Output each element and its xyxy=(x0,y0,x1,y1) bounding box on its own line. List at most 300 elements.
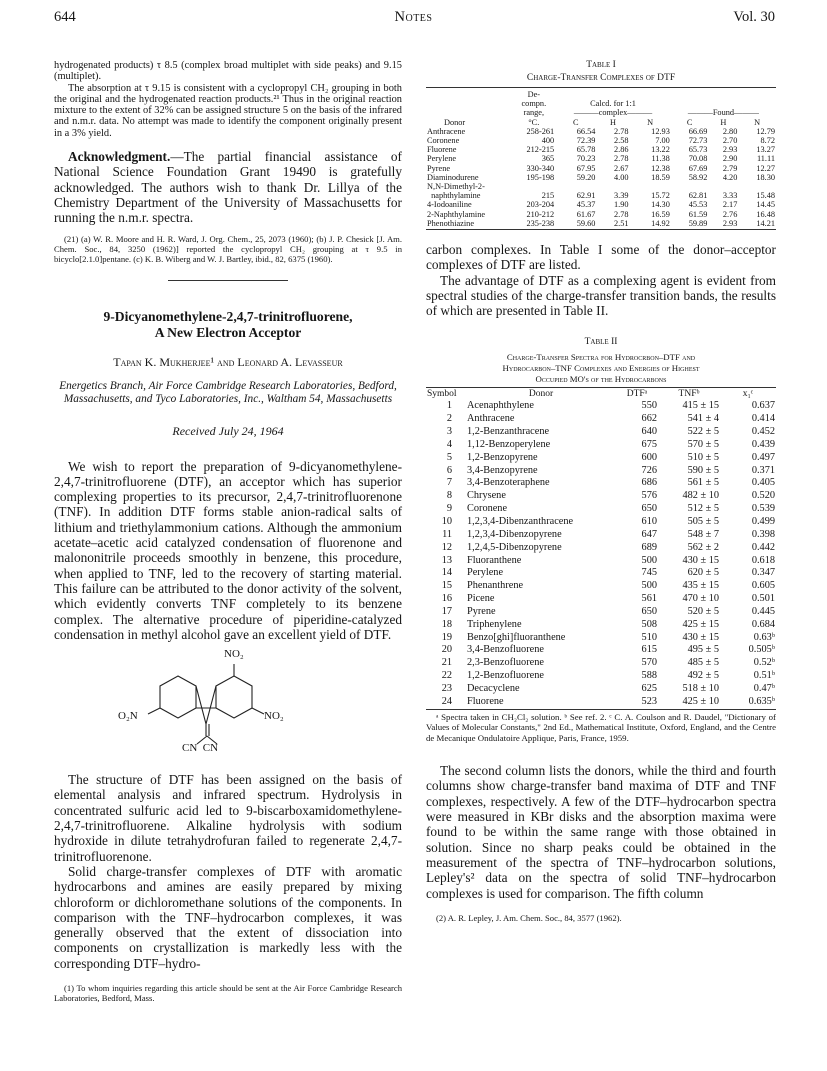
x1-cell: 0.63ᵇ xyxy=(753,631,775,643)
donor-cell: 1,2,3,4-Dibenzopyrene xyxy=(467,528,562,540)
tnf-cell: 561 ± 5 xyxy=(687,477,719,489)
x1-cell: 0.520 xyxy=(751,490,775,502)
tnf-cell: 512 ± 5 xyxy=(687,503,719,515)
dtf-cell: 500 xyxy=(641,554,657,566)
value-cell: 12.93 xyxy=(651,126,670,136)
tnf-cell: 520 ± 5 xyxy=(687,605,719,617)
value-cell xyxy=(708,182,738,191)
paragraph: carbon complexes. In Table I some of the donor–acceptor complexes of DTF are listed. xyxy=(426,242,776,273)
value-cell: 12.27 xyxy=(756,163,775,173)
donor-cell: 4-Iodoaniline xyxy=(427,200,472,210)
table-row xyxy=(426,542,776,555)
donor-cell: naphthylamine xyxy=(427,191,481,201)
symbol-cell: 13 xyxy=(441,554,452,566)
table1-body xyxy=(426,127,776,228)
article-divider xyxy=(168,280,288,281)
symbol-cell: 14 xyxy=(441,567,452,579)
dtf-cell: 745 xyxy=(641,567,657,579)
table-row xyxy=(426,593,776,606)
table1-header-range: range, xyxy=(523,108,545,118)
volume-label: Vol. 30 xyxy=(733,9,775,25)
dtf-cell: 686 xyxy=(641,477,657,489)
structure-diagram xyxy=(54,648,402,758)
dtf-cell: 640 xyxy=(641,426,657,438)
table2-caption: Hydrocarbon–TNF Complexes and Energies of Highest xyxy=(502,362,700,373)
tnf-cell: 562 ± 2 xyxy=(687,541,719,553)
table1-header-col: N xyxy=(647,117,654,127)
article-subtitle: A New Electron Acceptor xyxy=(154,324,302,340)
donor-cell: Anthracene xyxy=(467,413,515,425)
received-date: Received July 24, 1964 xyxy=(172,423,284,438)
table-row xyxy=(426,145,776,154)
value-cell: 2.70 xyxy=(722,136,738,146)
value-cell: 2.93 xyxy=(722,218,738,228)
page-number: 644 xyxy=(54,9,76,25)
dtf-cell: 650 xyxy=(641,605,657,617)
donor-cell: Fluorene xyxy=(427,145,457,155)
value-cell: 2.58 xyxy=(613,136,629,146)
value-cell: 2.79 xyxy=(722,163,738,173)
value-cell: 62.81 xyxy=(688,191,708,201)
value-cell: 58.92 xyxy=(688,172,708,182)
table1-header-donor: Donor xyxy=(444,117,466,127)
x1-cell: 0.445 xyxy=(751,605,775,617)
dtf-cell: 523 xyxy=(641,695,657,707)
donor-cell: Pyrene xyxy=(467,605,496,617)
symbol-cell: 9 xyxy=(446,503,452,515)
donor-cell: 3,4-Benzoteraphene xyxy=(467,477,550,489)
table-row xyxy=(426,173,776,182)
tnf-cell: 430 ± 15 xyxy=(682,554,719,566)
footnote: (2) A. R. Lepley, J. Am. Chem. Soc., 84, 3577 (1962). xyxy=(436,912,622,923)
table1 xyxy=(426,90,776,228)
x1-cell: 0.618 xyxy=(751,554,775,566)
value-cell: 2.17 xyxy=(722,200,738,210)
table2-caption: Charge-Transfer Spectra for Hydrocrbon–DTF and xyxy=(506,351,696,362)
value-cell: 2.67 xyxy=(613,163,629,173)
table1-header-col: N xyxy=(754,117,761,127)
table-row xyxy=(426,465,776,478)
nitro-bond xyxy=(252,708,264,714)
value-cell: 13.22 xyxy=(651,145,670,155)
x1-cell: 0.499 xyxy=(751,515,775,527)
value-cell: 16.59 xyxy=(651,209,670,219)
table1-header-col: H xyxy=(609,117,616,127)
value-cell: 70.08 xyxy=(688,154,708,164)
value-cell: 203-204 xyxy=(526,200,555,210)
table2-header: Symbol xyxy=(427,388,457,399)
value-cell: 14.30 xyxy=(651,200,670,210)
dtf-cell: 550 xyxy=(641,400,657,412)
table-row xyxy=(426,670,776,683)
value-cell: 11.11 xyxy=(756,154,775,164)
table-rule xyxy=(426,87,776,88)
table-row xyxy=(426,426,776,439)
dtf-cell: 625 xyxy=(641,682,657,694)
value-cell: 11.38 xyxy=(651,154,670,164)
tnf-cell: 435 ± 15 xyxy=(682,580,719,592)
donor-cell: Benzo[ghi]fluoranthene xyxy=(467,631,566,643)
paragraph: We wish to report the preparation of 9-dicyanomethylene-2,4,7-trinitrofluorene (DTF), an acceptor which has superior complexing properties to its precursor, 2,4,7-trinitrofluorenone (TNF). In addition DTF forms stable anion-radical salts of lithium and triethylammonium cations. Although the ammonium acetate–acetic acid catalyzed condensation of fluorenone and malononitrile proceeds smoothly in benzene, this procedure, when applied to TNF, led to the recovery of starting material. This failure can be attributed to the donor activity of the solvent, which evidently converts TNF completely to its benzene complex. The alternative procedure of piperidine-catalyzed condensation in methyl alcohol gave an excellent yield of DTF. xyxy=(54,458,402,642)
donor-cell: 1,12-Benzoperylene xyxy=(467,438,551,450)
table1-header-found: ———Found——— xyxy=(687,108,759,118)
nitro-label: NO₂ xyxy=(224,648,244,661)
table-row xyxy=(426,400,776,413)
table-row xyxy=(426,580,776,593)
value-cell xyxy=(596,182,629,191)
x1-cell: 0.398 xyxy=(751,528,775,540)
x1-cell: 0.635ᵇ xyxy=(748,695,775,707)
table-row xyxy=(426,182,776,191)
symbol-cell: 6 xyxy=(446,464,452,476)
table-row xyxy=(426,644,776,657)
table1-header-complex: ———complex——— xyxy=(573,108,653,118)
donor-cell: Perylene xyxy=(427,154,457,164)
symbol-cell: 18 xyxy=(441,618,452,630)
paragraph: The structure of DTF has been assigned on the basis of elemental analysis and infrared spectrum. Hydrolysis in concentrated sulfuric acid led to 9-biscarboxamidomethylene-2,4,7-trinitrofluorene. Alkaline hydrolysis with sodium hydroxide in dilute tetrahydrofuran failed to regenerate 2,4,7-trinitrofluorenone. xyxy=(54,772,402,864)
donor-cell: 3,4-Benzofluorene xyxy=(467,644,544,656)
table1-label: Table I xyxy=(586,60,616,70)
value-cell: 2.78 xyxy=(613,209,629,219)
value-cell: 13.27 xyxy=(756,145,775,155)
x1-cell: 0.405 xyxy=(751,477,775,489)
value-cell: 1.90 xyxy=(613,200,629,210)
value-cell: 2.80 xyxy=(722,126,738,136)
donor-cell: 1,2,4,5-Dibenzopyrene xyxy=(467,541,562,553)
cyano-label: CN CN xyxy=(182,742,219,755)
donor-cell: Chrysene xyxy=(467,490,506,502)
dtf-cell: 726 xyxy=(641,464,657,476)
dtf-cell: 647 xyxy=(641,528,657,540)
tnf-cell: 505 ± 5 xyxy=(687,515,719,527)
dtf-cell: 600 xyxy=(641,451,657,463)
table-row xyxy=(426,200,776,209)
donor-cell: Decacyclene xyxy=(467,682,520,694)
symbol-cell: 17 xyxy=(441,605,452,617)
value-cell: 65.78 xyxy=(576,145,596,155)
table-row xyxy=(426,413,776,426)
value-cell: 16.48 xyxy=(756,209,775,219)
footnote: (1) To whom inquiries regarding this article should be sent at the Air Force Cambridge Research Laboratories, Bedford, Mass. xyxy=(54,982,402,1003)
authors: Tapan K. Mukherjee¹ and Leonard A. Levasseur xyxy=(113,354,343,369)
donor-cell: Phenothiazine xyxy=(427,218,475,228)
donor-cell: 1,2-Benzofluorene xyxy=(467,670,544,682)
tnf-cell: 415 ± 15 xyxy=(682,400,719,412)
value-cell: 72.73 xyxy=(688,136,708,146)
value-cell: 8.72 xyxy=(760,136,775,146)
x1-cell: 0.497 xyxy=(751,451,775,463)
table-row xyxy=(426,632,776,645)
value-cell: 2.51 xyxy=(613,218,629,228)
table1-caption: Charge-Transfer Complexes of DTF xyxy=(526,73,676,83)
symbol-cell: 10 xyxy=(441,515,452,527)
dtf-cell: 610 xyxy=(641,515,657,527)
donor-cell: 1,2-Benzopyrene xyxy=(467,451,538,463)
table-row xyxy=(426,619,776,632)
tnf-cell: 548 ± 7 xyxy=(687,528,719,540)
dtf-cell: 561 xyxy=(641,593,657,605)
symbol-cell: 22 xyxy=(441,670,452,682)
table-row xyxy=(426,529,776,542)
value-cell: 65.73 xyxy=(688,145,708,155)
x1-cell: 0.442 xyxy=(751,541,775,553)
paragraph: Solid charge-transfer complexes of DTF with aromatic hydrocarbons and amines are easily prepared by mixing chloroform or dichloromethane solutions of the components. In comparison with the TNF–hydrocarbon complexes, it was generally observed that the extent of dissociation into components on crystallization is markedly less with the corresponding DTF–hydro- xyxy=(54,863,402,971)
symbol-cell: 23 xyxy=(441,682,452,694)
donor-cell: 3,4-Benzopyrene xyxy=(467,464,538,476)
value-cell: 3.33 xyxy=(722,191,738,201)
table2 xyxy=(426,388,776,709)
value-cell: 61.59 xyxy=(688,209,708,219)
value-cell xyxy=(512,182,555,191)
table-row xyxy=(426,696,776,709)
table2-body xyxy=(426,400,776,708)
table-rule xyxy=(426,229,776,230)
table-row xyxy=(426,136,776,145)
right-column xyxy=(426,60,776,923)
table-row xyxy=(426,219,776,228)
table-row xyxy=(426,683,776,696)
tnf-cell: 425 ± 10 xyxy=(682,695,719,707)
table-row xyxy=(426,503,776,516)
value-cell: 2.86 xyxy=(613,145,629,155)
table-rule xyxy=(426,709,776,710)
value-cell: 45.53 xyxy=(688,200,708,210)
value-cell: 72.39 xyxy=(576,136,596,146)
value-cell: 330-340 xyxy=(526,163,555,173)
symbol-cell: 2 xyxy=(446,413,452,425)
value-cell: 400 xyxy=(541,136,555,146)
x1-cell: 0.605 xyxy=(751,580,775,592)
tnf-cell: 518 ± 10 xyxy=(682,682,719,694)
acknowledgment-text: —The partial financial assistance of National Science Foundation Grant 19490 is gratefully acknowledged. The authors wish to thank Dr. Lillya of the Chemistry Department of the University of Massachusetts for running the n.m.r. spectra. xyxy=(54,149,402,226)
left-column xyxy=(54,60,402,1003)
symbol-cell: 15 xyxy=(441,580,452,592)
table1-header-col: H xyxy=(720,117,727,127)
ring-bond xyxy=(206,686,216,724)
x1-cell: 0.637 xyxy=(751,400,775,412)
dtf-cell: 508 xyxy=(641,618,657,630)
x1-cell: 0.371 xyxy=(751,464,775,476)
value-cell: 2.78 xyxy=(613,154,629,164)
paragraph: The second column lists the donors, while the third and fourth columns show charge-transfer band maxima of DTF and TNF complexes, respectively. A few of the DTF–hydrocarbon spectra were measured in KBr disks and the absorption maxima were found to be within the same range with those obtained in solution. Since no sharp peaks could be obtained in the measurement of the spectra of TNF–hydrocarbon solutions, Lepley's² data on the spectra of solid TNF–hydrocarbon complexes is used for comparison. The fifth column xyxy=(426,763,776,901)
tnf-cell: 541 ± 4 xyxy=(687,413,719,425)
table-row xyxy=(426,477,776,490)
symbol-cell: 4 xyxy=(446,438,452,450)
value-cell: 67.95 xyxy=(576,163,596,173)
value-cell: 2.78 xyxy=(613,126,629,136)
table-row xyxy=(426,439,776,452)
value-cell: 70.23 xyxy=(576,154,596,164)
symbol-cell: 3 xyxy=(446,426,452,438)
symbol-cell: 7 xyxy=(446,477,452,489)
x1-cell: 0.452 xyxy=(751,426,775,438)
value-cell: 45.37 xyxy=(576,200,596,210)
dtf-cell: 675 xyxy=(641,438,657,450)
value-cell: 15.72 xyxy=(651,191,670,201)
table-row xyxy=(426,452,776,465)
value-cell: 235-238 xyxy=(526,218,555,228)
dtf-cell: 588 xyxy=(641,670,657,682)
symbol-cell: 16 xyxy=(441,593,452,605)
symbol-cell: 1 xyxy=(446,400,452,412)
value-cell: 3.39 xyxy=(613,191,629,201)
tnf-cell: 485 ± 5 xyxy=(687,657,719,669)
table2-label: Table II xyxy=(584,336,618,347)
value-cell: 4.00 xyxy=(613,172,629,182)
value-cell: 59.60 xyxy=(576,218,596,228)
value-cell xyxy=(630,182,671,191)
value-cell: 2.93 xyxy=(722,145,738,155)
nitro-label: NO₂ xyxy=(264,710,284,723)
tnf-cell: 495 ± 5 xyxy=(687,644,719,656)
value-cell: 18.59 xyxy=(651,172,670,182)
dtf-cell: 570 xyxy=(641,657,657,669)
value-cell: 15.48 xyxy=(756,191,775,201)
value-cell: 59.20 xyxy=(576,172,596,182)
value-cell: 59.89 xyxy=(688,218,708,228)
dtf-cell: 650 xyxy=(641,503,657,515)
tnf-cell: 510 ± 5 xyxy=(687,451,719,463)
x1-cell: 0.414 xyxy=(751,413,775,425)
donor-cell: N,N-Dimethyl-2- xyxy=(427,182,485,192)
value-cell: 12.79 xyxy=(756,126,775,136)
paragraph: The absorption at τ 9.15 is consistent with a cyclopropyl CH₂ grouping in both the original and the hydrogenated reaction products.²¹ Thus in the original reaction mixture to the extent of 32% can be assigned structure 5 on the basis of the infrared and n.m.r. data. No attempt was made to identify the component originally present in a 3% yield. xyxy=(54,82,402,139)
value-cell: 14.92 xyxy=(651,218,670,228)
table2-header: Donor xyxy=(528,388,554,399)
value-cell: 365 xyxy=(541,154,555,164)
value-cell: 18.30 xyxy=(756,172,775,182)
table1-header-range: De- xyxy=(527,90,541,99)
donor-cell: Fluorene xyxy=(467,695,504,707)
table1-header-col: C xyxy=(686,117,693,127)
value-cell: 61.67 xyxy=(576,209,596,219)
donor-cell: Pyrene xyxy=(427,163,451,173)
table2-caption: Occupied MO's of the Hydrocarbons xyxy=(535,373,667,384)
tnf-cell: 620 ± 5 xyxy=(687,567,719,579)
x1-cell: 0.501 xyxy=(751,593,775,605)
symbol-cell: 11 xyxy=(442,528,452,540)
value-cell xyxy=(738,182,776,191)
value-cell: 66.54 xyxy=(576,126,596,136)
donor-cell: 1,2-Benzanthracene xyxy=(467,426,550,438)
donor-cell: Acenaphthylene xyxy=(467,400,534,412)
symbol-cell: 20 xyxy=(441,644,452,656)
paragraph: The advantage of DTF as a complexing agent is evident from spectral studies of the charge-transfer transition bands, the results of which are presented in Table II. xyxy=(426,272,776,319)
dtf-cell: 576 xyxy=(641,490,657,502)
table-row xyxy=(426,164,776,173)
value-cell: 258-261 xyxy=(526,126,555,136)
donor-cell: Coronene xyxy=(467,503,508,515)
value-cell xyxy=(555,182,596,191)
table2-footnote: ᵃ Spectra taken in CH₂Cl₂ solution. ᵇ See ref. 2. ᶜ C. A. Coulson and R. Daudel, "Dictionary of Values of Molecular Constants," 2nd Ed., Mathematical Institute, Oxford, England, and the Centre de Mecanique Ondulatoire Applique, Paris, France, 1959. xyxy=(426,711,776,743)
dtf-structure xyxy=(54,648,402,758)
table-row xyxy=(426,657,776,670)
x1-cell: 0.439 xyxy=(751,438,775,450)
donor-cell: 2-Naphthylamine xyxy=(427,209,486,219)
symbol-cell: 21 xyxy=(441,657,452,669)
table-row xyxy=(426,191,776,200)
table-row xyxy=(426,154,776,163)
dtf-cell: 510 xyxy=(641,631,657,643)
table2-header: TNFᵇ xyxy=(678,388,700,399)
symbol-cell: 12 xyxy=(441,541,452,553)
table-row xyxy=(426,606,776,619)
table1-header-calcd: Calcd. for 1:1 xyxy=(590,99,636,109)
x1-cell: 0.684 xyxy=(751,618,775,630)
dtf-cell: 500 xyxy=(641,580,657,592)
x1-cell: 0.52ᵇ xyxy=(753,657,775,669)
donor-cell: Fluoranthene xyxy=(467,554,522,566)
tnf-cell: 590 ± 5 xyxy=(687,464,719,476)
value-cell: 14.21 xyxy=(756,218,775,228)
running-header: Notes xyxy=(394,9,433,25)
value-cell: 67.69 xyxy=(688,163,708,173)
donor-cell: Coronene xyxy=(427,136,460,146)
value-cell: 12.38 xyxy=(651,163,670,173)
donor-cell: 2,3-Benzofluorene xyxy=(467,657,544,669)
tnf-cell: 492 ± 5 xyxy=(687,670,719,682)
acknowledgment-heading: Acknowledgment. xyxy=(68,149,171,165)
donor-cell: Anthracene xyxy=(427,126,466,136)
footnote: (21) (a) W. R. Moore and H. R. Ward, J. Org. Chem., 25, 2073 (1960); (b) J. P. Chesick [J. Am. Chem. Soc., 84, 3250 (1962)] reported the cyclopropyl CH₂ grouping at τ 9.5 in bicyclo[2.1.0]pentane. (c) K. B. Wiberg and W. J. Bartley, ibid., 82, 6375 (1960). xyxy=(54,233,402,264)
value-cell: 215 xyxy=(541,191,555,201)
article-title: 9-Dicyanomethylene-2,4,7-trinitrofluorene, xyxy=(103,308,353,324)
value-cell: 2.90 xyxy=(722,154,738,164)
tnf-cell: 522 ± 5 xyxy=(687,426,719,438)
value-cell: 62.91 xyxy=(576,191,596,201)
donor-cell: Diaminodurene xyxy=(427,172,479,182)
tnf-cell: 482 ± 10 xyxy=(682,490,719,502)
value-cell: 195-198 xyxy=(526,172,555,182)
symbol-cell: 8 xyxy=(446,490,452,502)
value-cell: 212-215 xyxy=(526,145,555,155)
nitro-label: O₂N xyxy=(118,710,138,723)
x1-cell: 0.47ᵇ xyxy=(753,682,775,694)
symbol-cell: 24 xyxy=(441,695,452,707)
table-row xyxy=(426,210,776,219)
donor-cell: Triphenylene xyxy=(467,618,522,630)
ring-bond xyxy=(196,686,206,724)
donor-cell: 1,2,3,4-Dibenzanthracene xyxy=(467,515,574,527)
table-row xyxy=(426,490,776,503)
acknowledgment xyxy=(54,149,402,225)
value-cell xyxy=(671,182,709,191)
x1-cell: 0.505ᵇ xyxy=(748,644,775,656)
x1-cell: 0.347 xyxy=(751,567,775,579)
paragraph: hydrogenated products) τ 8.5 (complex broad multiplet with side peaks) and 9.15 (multiplet). xyxy=(54,60,402,83)
x1-cell: 0.51ᵇ xyxy=(753,670,775,682)
right-benzene-ring xyxy=(216,676,252,718)
table2-header: x₁ᶜ xyxy=(742,388,754,399)
left-benzene-ring xyxy=(160,676,196,718)
dtf-cell: 689 xyxy=(641,541,657,553)
value-cell: 210-212 xyxy=(526,209,555,219)
table-row xyxy=(426,555,776,568)
table1-header-range: °C. xyxy=(528,117,540,127)
tnf-cell: 425 ± 15 xyxy=(682,618,719,630)
value-cell: 7.00 xyxy=(655,136,670,146)
tnf-cell: 430 ± 15 xyxy=(682,631,719,643)
donor-cell: Perylene xyxy=(467,567,504,579)
dtf-cell: 615 xyxy=(641,644,657,656)
table-row xyxy=(426,516,776,529)
table1-header-col: C xyxy=(573,117,579,127)
table2-header: DTFᵃ xyxy=(626,388,648,399)
symbol-cell: 5 xyxy=(446,451,452,463)
table-row xyxy=(426,127,776,136)
value-cell: 66.69 xyxy=(688,126,708,136)
dtf-cell: 662 xyxy=(641,413,657,425)
